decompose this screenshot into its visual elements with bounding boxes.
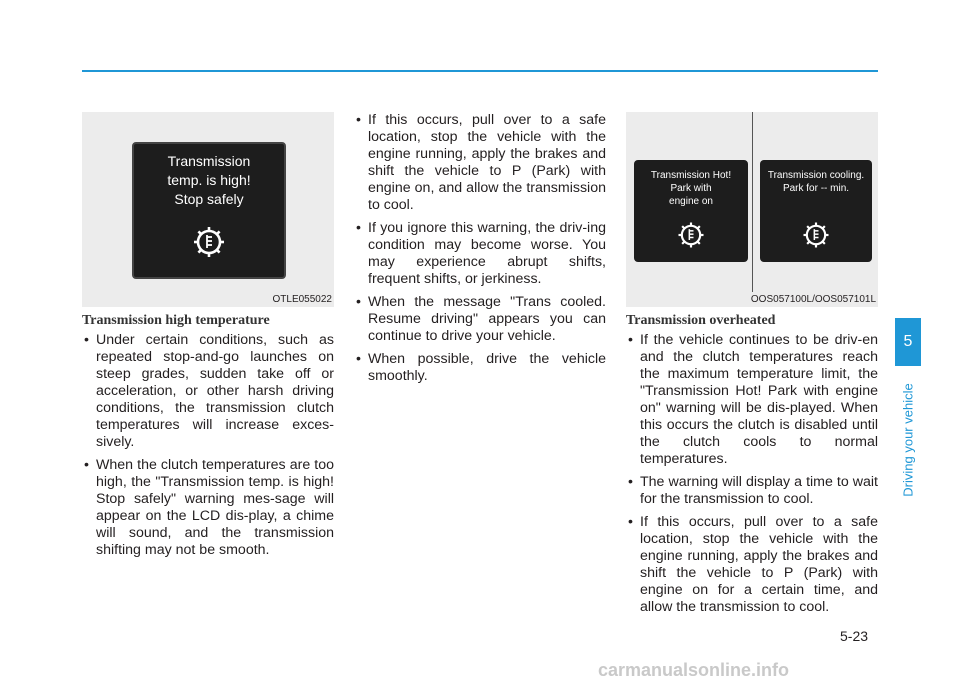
bullet-list — [354, 112, 606, 385]
list-item: • Under certain conditions, such as repeated stop-and-go launches on steep grades, sudden take off or acceleration, or other harsh driving conditions, the transmission clutch temperatures will increase exces-sively. — [82, 332, 334, 451]
page-number: 5-23 — [840, 628, 869, 644]
column-right — [626, 112, 878, 622]
transmission-temperature-gear-icon — [191, 224, 227, 260]
column-middle — [354, 112, 606, 391]
section-heading: Transmission high temperature — [82, 313, 270, 328]
bullet-list — [82, 332, 334, 559]
watermark: carmanualsonline.info — [598, 660, 790, 680]
lcd-hot-text: Transmission Hot! Park with engine on — [650, 170, 732, 207]
column-left — [82, 112, 334, 565]
figure-code: OOS057100L/OOS057101L — [750, 294, 876, 305]
list-item: • If the vehicle continues to be driv-en and the clutch temperatures reach the maximum temperature limit, the "Transmission Hot! Park with engine on" warning will be dis-played. When this occurs the clutch is disabled until the clutch cools to normal temperatures. — [626, 332, 878, 468]
list-item: • If this occurs, pull over to a safe location, stop the vehicle with the engine running, apply the brakes and shift the vehicle to P (Park) with engine on for a certain time, and allow the transmission to cool. — [626, 514, 878, 616]
header-rule — [82, 70, 878, 72]
bullet-list — [626, 332, 878, 616]
list-item: • If you ignore this warning, the driv-ing condition may become worse. You may experience abrupt shifts, frequent shifts, or jerkiness. — [354, 220, 606, 288]
figure-code: OTLE055022 — [272, 294, 332, 305]
lcd-warning-screen — [132, 142, 286, 279]
chapter-title: Driving your vehicle — [900, 383, 916, 497]
figure-transmission-temp-high — [82, 112, 334, 307]
list-item: • The warning will display a time to wait for the transmission to cool. — [626, 474, 878, 508]
list-item: • When possible, drive the vehicle smoothly. — [354, 351, 606, 385]
chapter-tab: 5 — [895, 318, 921, 366]
list-item: • If this occurs, pull over to a safe location, stop the vehicle with the engine running, apply the brakes and shift the vehicle to P (Park) with engine on, and allow the transmission to cool. — [354, 112, 606, 214]
lcd-cooling-screen — [760, 160, 872, 262]
section-heading: Transmission overheated — [626, 313, 776, 328]
transmission-temperature-gear-icon — [801, 220, 831, 250]
list-item: • When the clutch temperatures are too high, the "Transmission temp. is high! Stop safely" warning mes-sage will appear on the LCD dis-play, a chime will sound, and the transmission shifting may not be smooth. — [82, 457, 334, 559]
lcd-cooling-text: Transmission cooling. Park for -- min. — [767, 170, 865, 194]
transmission-temperature-gear-icon — [676, 220, 706, 250]
figure-transmission-overheated — [626, 112, 878, 307]
lcd-hot-screen — [634, 160, 748, 262]
lcd-warning-text: Transmission temp. is high! Stop safely — [167, 153, 251, 207]
list-item: • When the message "Trans cooled. Resume driving" appears you can continue to drive your vehicle. — [354, 294, 606, 345]
figure-divider — [752, 112, 753, 292]
